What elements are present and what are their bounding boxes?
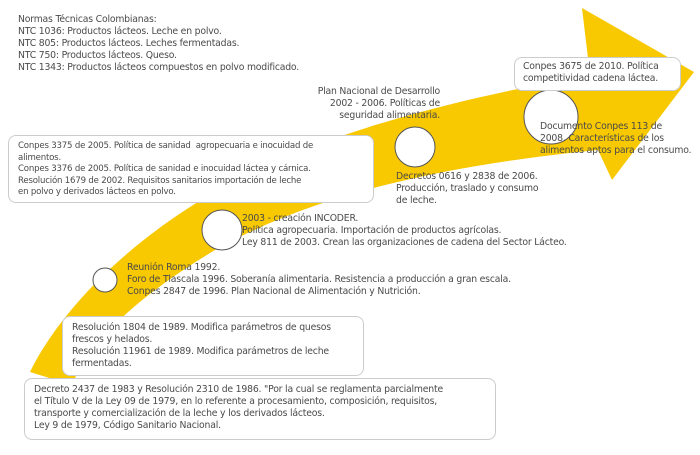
text-line: NTC 1036: Productos lácteos. Leche en polvo. [18, 26, 222, 37]
text-line: de leche. [396, 195, 437, 206]
text-line: Conpes 3375 de 2005. Política de sanidad agropecuaria e inocuidad de [18, 141, 314, 151]
text-line: Política agropecuaria. Importación de productos agrícolas. [242, 225, 502, 236]
text-line: NTC 750: Productos lácteos. Queso. [18, 50, 177, 61]
text-line: alimentos. [18, 152, 61, 163]
roma-text [127, 262, 511, 298]
text-line: Decreto 2437 de 1983 y Resolución 2310 de 1986. "Por la cual se reglamenta parcialmente [34, 384, 443, 395]
text-line: fermentadas. [72, 358, 132, 369]
text-line: Reunión Roma 1992. [127, 262, 221, 273]
documento-conpes-text [540, 121, 691, 157]
text-line: Decretos 0616 y 2838 de 2006. [396, 171, 538, 182]
timeline-marker [93, 268, 117, 292]
incoder-text [242, 213, 567, 249]
plan-nacional-text [290, 86, 440, 122]
text-line: Ley 811 de 2003. Crean las organizaciones de cadena del Sector Lácteo. [242, 237, 567, 248]
conpes-3675-box [514, 57, 681, 91]
timeline-marker [202, 210, 242, 250]
text-line: seguridad alimentaria. [339, 110, 440, 121]
resolucion-1989-box [62, 316, 364, 376]
decreto-1983-box [24, 378, 496, 440]
text-line: Resolución 1804 de 1989. Modifica parámetros de quesos [72, 322, 331, 333]
text-line: Documento Conpes 113 de [540, 121, 663, 132]
text-line: Foro de Tlascala 1996. Soberanía alimentaria. Resistencia a producción a gran escala. [127, 274, 511, 285]
conpes-2005-box [8, 135, 374, 203]
text-line: Normas Técnicas Colombianas: [18, 14, 157, 25]
ntc-list [18, 14, 299, 74]
text-line: Ley 9 de 1979, Código Sanitario Nacional. [34, 420, 221, 431]
text-line: Resolución 11961 de 1989. Modifica parámetros de leche [72, 346, 329, 357]
text-line: Conpes 2847 de 1996. Plan Nacional de Alimentación y Nutrición. [127, 286, 421, 297]
decretos-2006-text [396, 171, 538, 207]
text-line: NTC 1343: Productos lácteos compuestos en polvo modificado. [18, 62, 300, 73]
text-line: frescos y helados. [72, 334, 153, 345]
text-line: Producción, traslado y consumo [396, 183, 539, 194]
timeline-marker [395, 127, 435, 167]
text-line: 2003 - creación INCODER. [242, 213, 359, 224]
text-line: 2008. Características de los [540, 133, 664, 144]
text-line: el Título V de la Ley 09 de 1979, en lo referente a procesamiento, composición, requisitos, [34, 396, 438, 407]
text-line: Conpes 3675 de 2010. Política [523, 61, 659, 72]
text-line: competitividad cadena láctea. [523, 73, 659, 84]
text-line: 2002 - 2006. Políticas de [329, 98, 440, 109]
text-line: alimentos aptos para el consumo. [540, 145, 692, 156]
text-line: Conpes 3376 de 2005. Política de sanidad e inocuidad láctea y cárnica. [18, 164, 311, 174]
text-line: Resolución 1679 de 2002. Requisitos sanitarios importación de leche [18, 175, 302, 186]
text-line: en polvo y derivados lácteos en polvo. [18, 187, 176, 197]
text-line: Plan Nacional de Desarrollo [317, 86, 440, 97]
text-line: transporte y comercialización de la leche y los derivados lácteos. [34, 408, 325, 419]
text-line: NTC 805: Productos lácteos. Leches fermentadas. [18, 38, 240, 49]
